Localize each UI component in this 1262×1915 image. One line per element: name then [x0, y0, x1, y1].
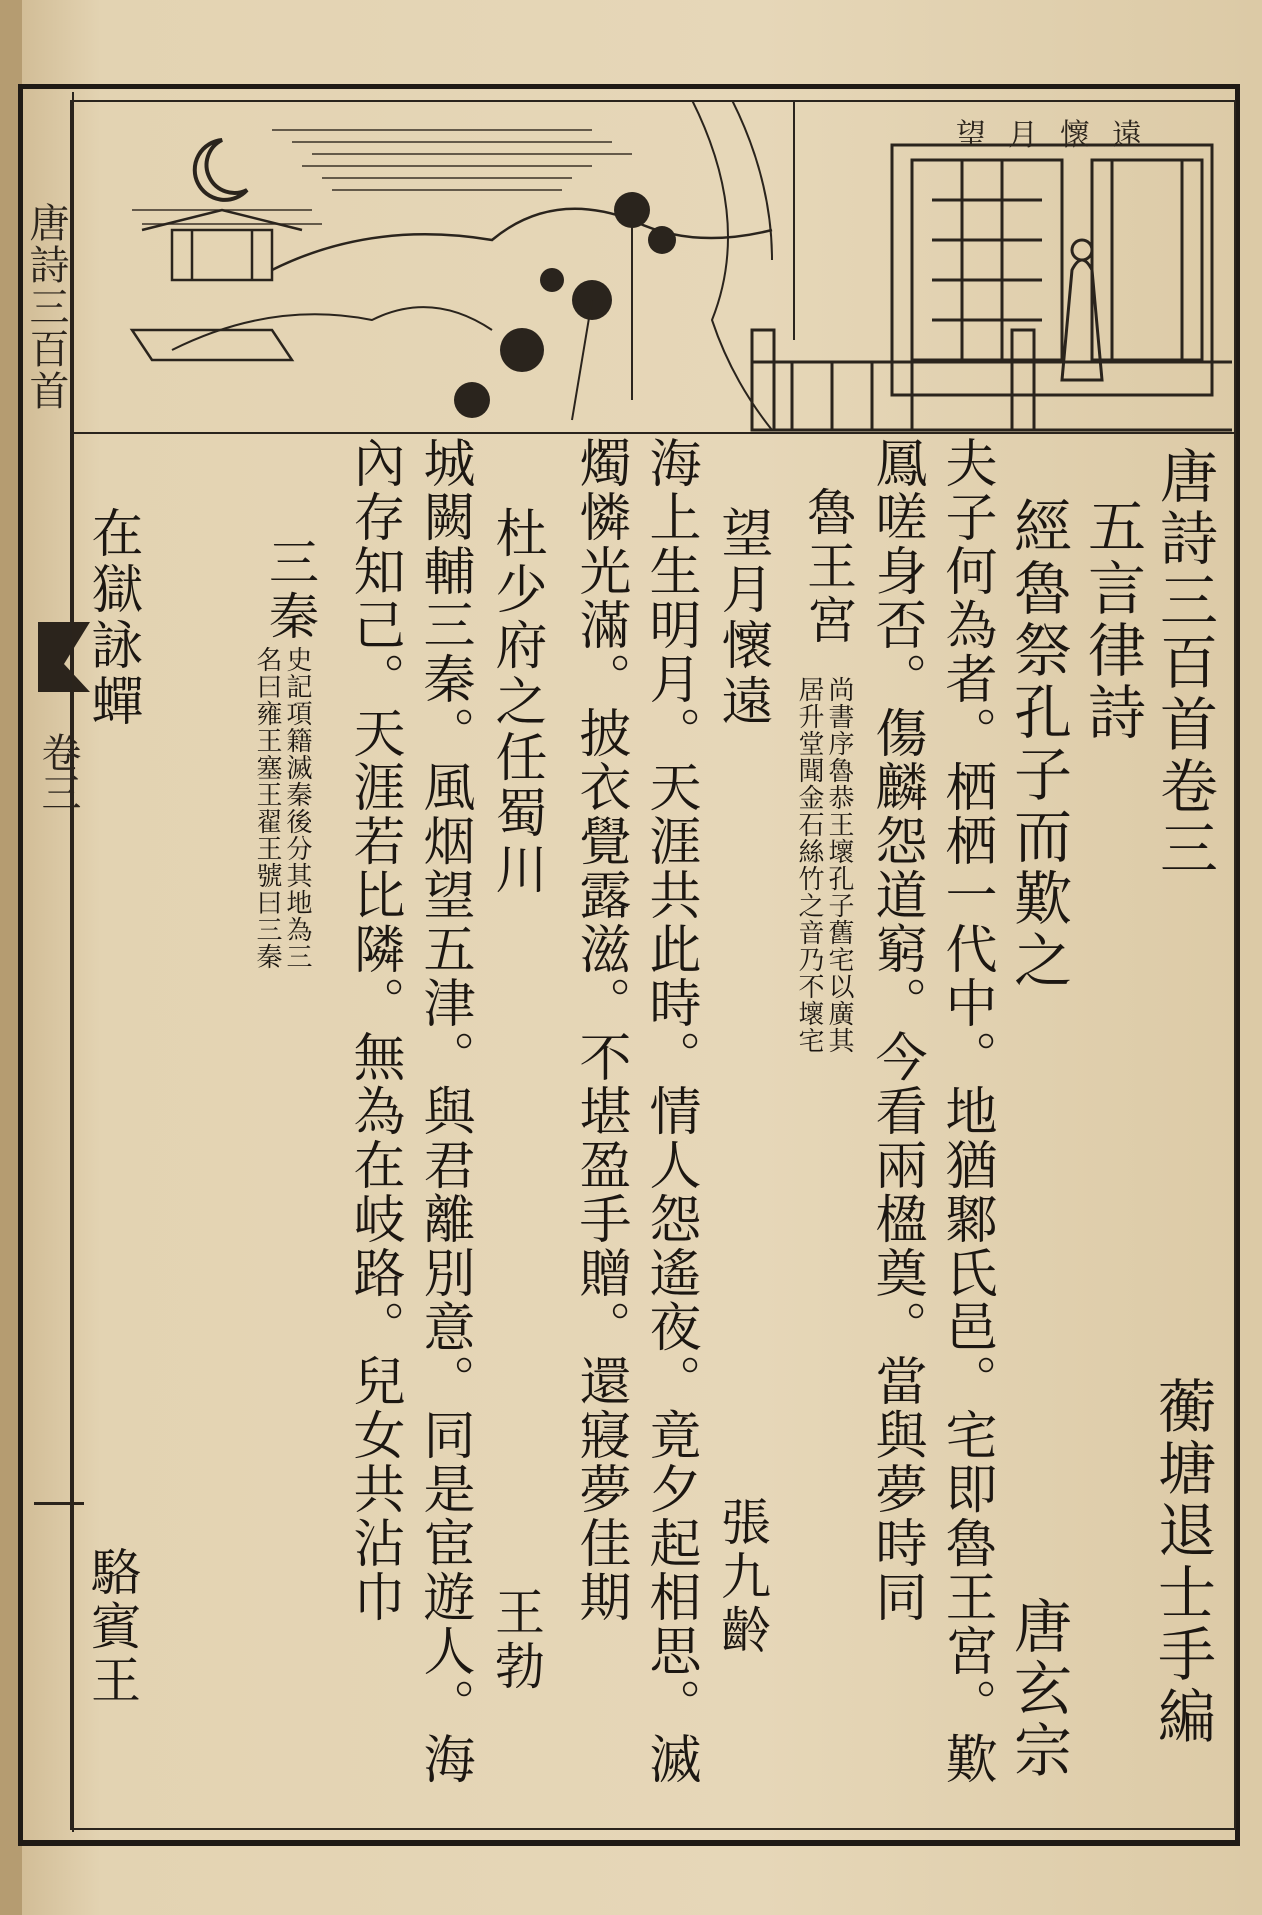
poem-line: 城闕輔三秦。風烟望五津。與君離別意。同是宦遊人。海 [414, 436, 474, 1786]
text-body [72, 436, 1234, 1826]
spine-volume: 卷三 [35, 732, 81, 812]
poem-line: 海上生明月。天涯共此時。情人怨遙夜。竟夕起相思。滅 [640, 436, 700, 1786]
poem-title: 杜少府之任蜀川 [486, 506, 546, 898]
book-title: 唐詩三百首卷三 [1150, 446, 1218, 880]
margin-column [18, 92, 81, 1832]
poem-title: 在獄詠蟬 [82, 506, 142, 730]
illustration-caption: 望月懷遠 [956, 118, 1164, 153]
annotation: 居升堂聞金石絲竹之音乃不壞宅 [794, 676, 824, 1054]
poem-author: 唐玄宗 [1004, 1596, 1072, 1782]
poem-author: 王勃 [487, 1586, 545, 1694]
bottom-rule [18, 1840, 1240, 1846]
moon-icon [195, 140, 247, 200]
editor-credit: 蘅塘退士手編 [1148, 1376, 1216, 1748]
poem-line: 夫子何為者。栖栖一代中。地猶鄹氏邑。宅即魯王宮。歎 [936, 436, 996, 1786]
note-heading: 魯王宮 [799, 486, 857, 648]
annotation: 尚書序魯恭王壞孔子舊宅以廣其 [824, 676, 854, 1054]
note-heading: 三秦 [261, 536, 319, 644]
annotation: 史記項籍滅秦後分其地為三 [282, 646, 312, 970]
poem-line: 燭憐光滿。披衣覺露滋。不堪盈手贈。還寢夢佳期 [570, 436, 630, 1624]
poem-author: 張九齡 [713, 1496, 771, 1658]
annotation: 名曰雍王塞王翟王號曰三秦 [252, 646, 282, 970]
poem-author: 駱賓王 [83, 1546, 141, 1708]
poem-line: 鳳嗟身否。傷麟怨道窮。今看兩楹奠。當與夢時同 [866, 436, 926, 1624]
section-title: 五言律詩 [1078, 496, 1146, 744]
poem-title: 望月懷遠 [712, 506, 772, 730]
poem-title: 經魯祭孔子而歎之 [1004, 496, 1072, 992]
poem-line: 內存知己。天涯若比隣。無為在岐路。兒女共沾巾 [344, 436, 404, 1624]
spine-title: 唐詩三百首 [23, 202, 69, 412]
illustration [72, 100, 1234, 434]
